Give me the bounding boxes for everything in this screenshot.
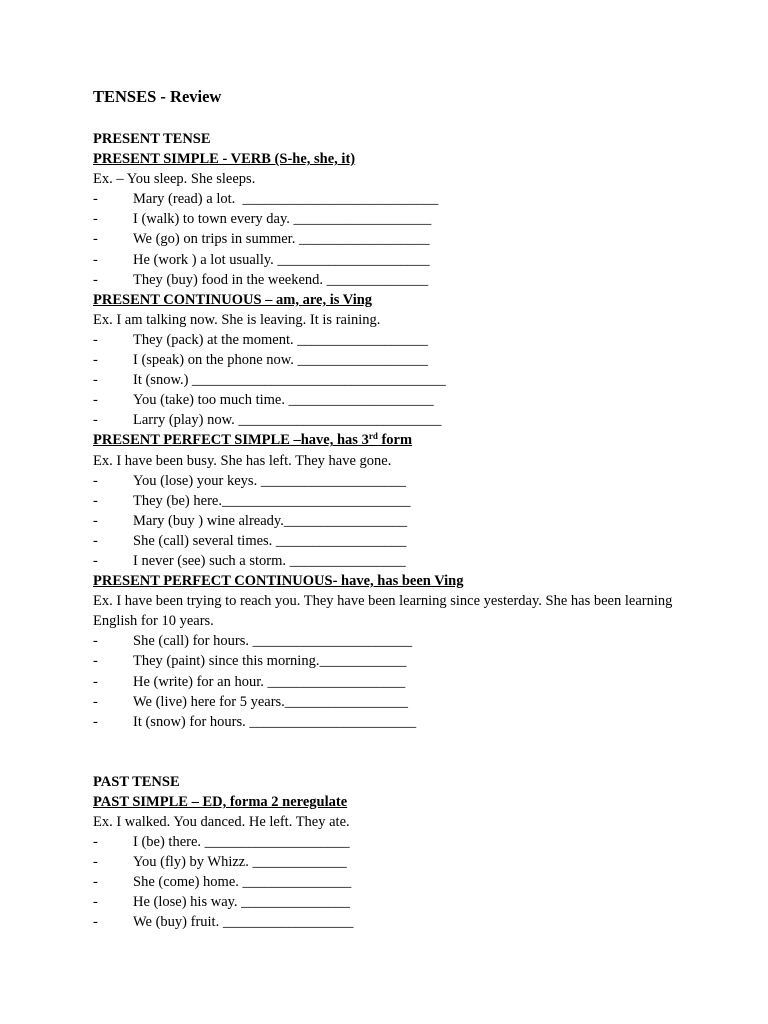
exercise-text: You (take) too much time. ____________________: [133, 392, 434, 409]
exercise-item: - He (write) for an hour. ___________________: [93, 672, 693, 692]
exercise-text: He (work ) a lot usually. _____________________: [133, 251, 430, 268]
exercise-text: They (buy) food in the weekend. ______________: [133, 271, 429, 288]
exercise-text: She (call) for hours. ______________________: [133, 633, 413, 650]
exercise-item: - They (be) here.__________________________: [93, 491, 693, 511]
exercise-item: - She (call) several times. __________________: [93, 531, 693, 551]
exercise-item: - They (buy) food in the weekend. ______________: [93, 270, 693, 290]
exercise-item: - You (lose) your keys. ____________________: [93, 471, 693, 491]
worksheet: [93, 86, 693, 933]
exercise-item: - I never (see) such a storm. ________________: [93, 551, 693, 571]
exercise-item: - I (walk) to town every day. ___________________: [93, 209, 693, 229]
section-label-present: PRESENT TENSE: [93, 131, 211, 147]
heading-present-perfect: PRESENT PERFECT SIMPLE –have, has 3rd form: [93, 431, 413, 449]
heading-present-continuous: PRESENT CONTINUOUS – am, are, is Ving: [93, 291, 373, 308]
exercise-item: - He (work ) a lot usually. _____________________: [93, 250, 693, 270]
exercise-text: She (come) home. _______________: [133, 874, 352, 891]
exercise-item: - She (call) for hours. ______________________: [93, 631, 693, 651]
exercise-item: - I (be) there. ____________________: [93, 832, 693, 852]
heading-present-simple: PRESENT SIMPLE - VERB (S-he, she, it): [93, 151, 356, 168]
exercise-item: - Mary (read) a lot. ___________________________: [93, 189, 693, 209]
exercise-item: - They (pack) at the moment. __________________: [93, 330, 693, 350]
exercise-text: It (snow.) ___________________________________: [133, 372, 446, 389]
exercise-item: - We (go) on trips in summer. __________________: [93, 229, 693, 249]
example-present-perfect: Ex. I have been busy. She has left. They have gone.: [93, 452, 392, 469]
example-present-continuous: Ex. I am talking now. She is leaving. It is raining.: [93, 311, 381, 328]
exercise-text: He (write) for an hour. ___________________: [133, 673, 406, 690]
example-present-perfect-continuous: Ex. I have been trying to reach you. They have been learning since yesterday. She has been learning English for 10 years.: [93, 593, 673, 630]
exercise-text: I never (see) such a storm. ________________: [133, 552, 406, 569]
exercise-text: We (live) here for 5 years._________________: [133, 693, 409, 710]
exercise-text: You (lose) your keys. ____________________: [133, 472, 406, 489]
exercise-item: - We (live) here for 5 years._________________: [93, 692, 693, 712]
exercise-item: - We (buy) fruit. __________________: [93, 912, 693, 932]
section-spacer: [93, 732, 693, 772]
exercise-text: We (go) on trips in summer. __________________: [133, 231, 430, 248]
exercise-item: - It (snow) for hours. _______________________: [93, 712, 693, 732]
exercise-text: They (paint) since this morning.____________: [133, 653, 407, 670]
exercise-text: You (fly) by Whizz. _____________: [133, 854, 347, 871]
exercise-text: He (lose) his way. _______________: [133, 894, 350, 911]
exercise-item: - I (speak) on the phone now. __________________: [93, 350, 693, 370]
exercise-item: - It (snow.) ___________________________________: [93, 370, 693, 390]
exercise-text: She (call) several times. __________________: [133, 532, 407, 549]
exercise-text: I (speak) on the phone now. __________________: [133, 352, 429, 369]
heading-past-simple: PAST SIMPLE – ED, forma 2 neregulate: [93, 793, 348, 810]
exercise-item: - Mary (buy ) wine already._________________: [93, 511, 693, 531]
exercise-item: - She (come) home. _______________: [93, 872, 693, 892]
exercise-text: Mary (buy ) wine already._________________: [133, 512, 408, 529]
exercise-text: They (pack) at the moment. __________________: [133, 331, 428, 348]
page-title: TENSES - Review: [93, 87, 222, 106]
exercise-item: - Larry (play) now. ____________________________: [93, 410, 693, 430]
exercise-text: I (be) there. ____________________: [133, 834, 350, 851]
exercise-item: - You (take) too much time. ____________________: [93, 390, 693, 410]
exercise-text: It (snow) for hours. _______________________: [133, 713, 417, 730]
heading-present-perfect-continuous: PRESENT PERFECT CONTINUOUS- have, has been Ving: [93, 573, 464, 590]
exercise-text: We (buy) fruit. __________________: [133, 914, 354, 931]
exercise-text: They (be) here.__________________________: [133, 492, 411, 509]
exercise-text: Mary (read) a lot. ___________________________: [133, 191, 439, 208]
example-past-simple: Ex. I walked. You danced. He left. They ate.: [93, 814, 350, 830]
section-label-past: PAST TENSE: [93, 773, 180, 790]
exercise-text: Larry (play) now. ____________________________: [133, 412, 442, 429]
exercise-item: - You (fly) by Whizz. _____________: [93, 852, 693, 872]
exercise-text: I (walk) to town every day. ___________________: [133, 211, 432, 228]
example-present-simple: Ex. – You sleep. She sleeps.: [93, 171, 256, 188]
exercise-item: - They (paint) since this morning.____________: [93, 651, 693, 671]
exercise-item: - He (lose) his way. _______________: [93, 892, 693, 912]
